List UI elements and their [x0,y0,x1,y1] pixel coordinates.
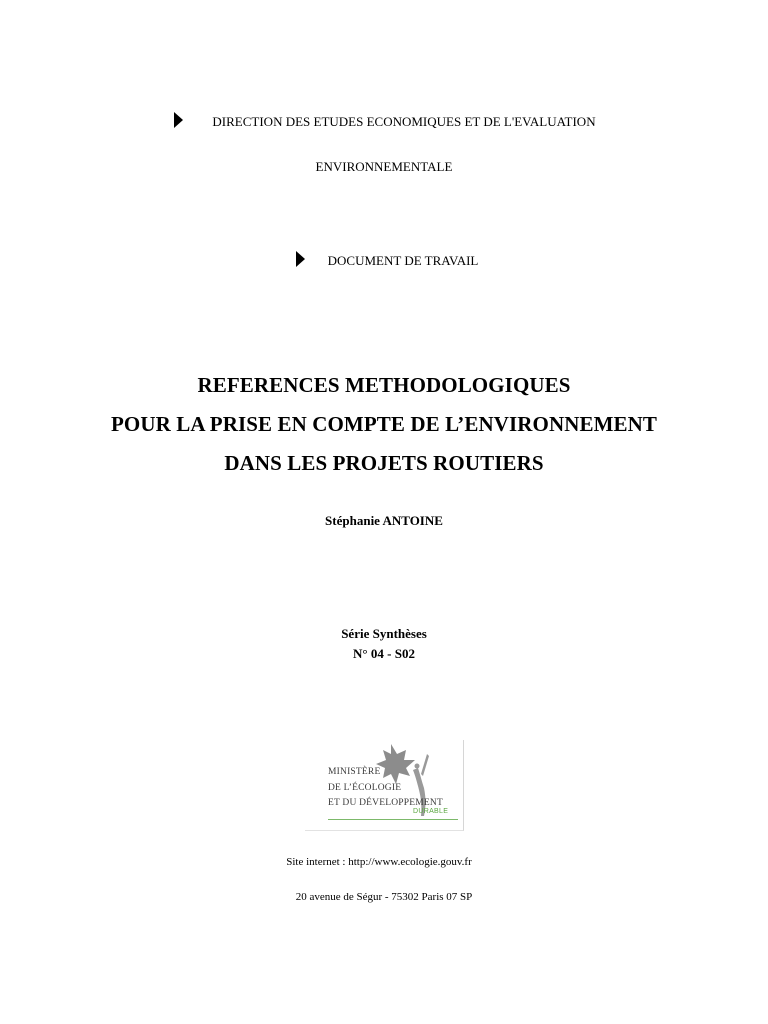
logo-text-line-1: MINISTÈRE [328,767,381,777]
direction-line-2: ENVIRONNEMENTALE [315,159,453,174]
ministry-logo [305,740,464,831]
document-type: DOCUMENT DE TRAVAIL [327,253,479,268]
logo-text-durable: DURABLE [413,808,449,815]
website-text: Site internet : http://www.ecologie.gouv.fr [286,856,472,868]
direction-line-1: DIRECTION DES ETUDES ECONOMIQUES ET DE L'EVALUATION [212,114,596,129]
title-line-1: REFERENCES METHODOLOGIQUES [197,373,571,397]
author-name: Stéphanie ANTOINE [325,513,443,528]
title-line-2: POUR LA PRISE EN COMPTE DE L’ENVIRONNEMENT [111,412,657,436]
series-name: Série Synthèses [341,626,427,641]
address-text: 20 avenue de Ségur - 75302 Paris 07 SP [295,891,473,903]
title-line-3: DANS LES PROJETS ROUTIERS [224,451,544,475]
logo-text-line-2: DE L’ÉCOLOGIE [328,783,402,793]
logo-divider [328,819,458,820]
series-number: N° 04 - S02 [353,646,415,661]
logo-text-line-3: ET DU DÉVELOPPEMENT [328,798,443,808]
